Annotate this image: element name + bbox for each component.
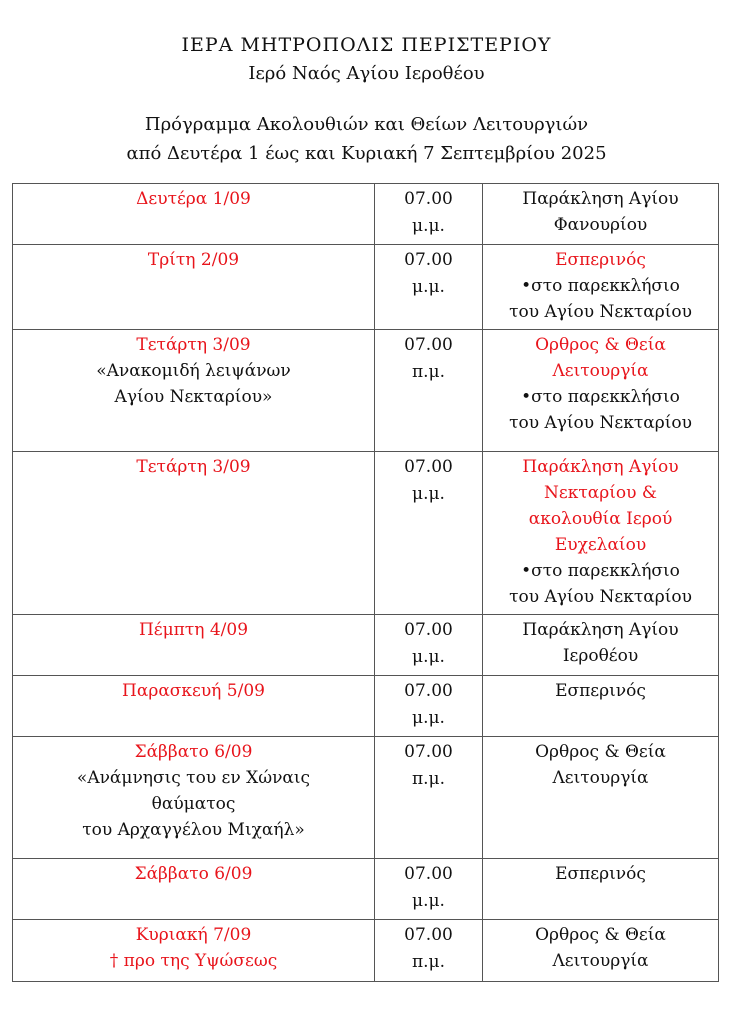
day-cell xyxy=(13,245,375,330)
service-line: του Αγίου Νεκταρίου xyxy=(509,302,692,322)
table-row xyxy=(13,452,719,615)
feast-note: «Ανάμνησις του εν Χώναις xyxy=(76,768,311,788)
time-value: 07.00 xyxy=(404,925,453,945)
service-cell xyxy=(483,184,719,245)
day-cell xyxy=(13,184,375,245)
service-line: Παράκληση Αγίου xyxy=(522,189,679,209)
service-cell xyxy=(483,330,719,452)
time-period: μ.μ. xyxy=(412,708,445,728)
time-value: 07.00 xyxy=(404,189,453,209)
time-value: 07.00 xyxy=(404,864,453,884)
time-period: μ.μ. xyxy=(412,216,445,236)
time-cell xyxy=(375,330,483,452)
time-period: π.μ. xyxy=(411,952,446,972)
service-cell xyxy=(483,615,719,676)
day-cell xyxy=(13,920,375,982)
time-cell xyxy=(375,615,483,676)
service-line: Παράκληση Αγίου xyxy=(522,620,679,640)
metropolis-title: ΙΕΡΑ ΜΗΤΡΟΠΟΛΙΣ ΠΕΡΙΣΤΕΡΙΟΥ xyxy=(181,34,552,56)
service-highlight: Ευχελαίου xyxy=(554,535,647,555)
day-cell xyxy=(13,737,375,859)
day-label: Τετάρτη 3/09 xyxy=(136,335,251,355)
service-cell xyxy=(483,859,719,920)
time-value: 07.00 xyxy=(404,681,453,701)
table-row xyxy=(13,859,719,920)
church-name: Ιερό Ναός Αγίου Ιεροθέου xyxy=(248,63,485,84)
time-period: μ.μ. xyxy=(412,891,445,911)
service-line: Ορθρος & Θεία xyxy=(535,925,666,945)
service-highlight: Παράκληση Αγίου xyxy=(522,457,679,477)
feast-note: θαύματος xyxy=(151,794,236,814)
service-highlight: Λειτουργία xyxy=(552,361,649,381)
time-cell xyxy=(375,676,483,737)
service-cell xyxy=(483,737,719,859)
time-cell xyxy=(375,920,483,982)
time-cell xyxy=(375,245,483,330)
day-cell xyxy=(13,330,375,452)
day-cell xyxy=(13,859,375,920)
day-cell xyxy=(13,615,375,676)
service-line: Εσπερινός xyxy=(555,864,646,884)
service-line: Εσπερινός xyxy=(555,681,646,701)
time-period: μ.μ. xyxy=(412,484,445,504)
schedule-table xyxy=(12,183,719,982)
time-cell xyxy=(375,452,483,615)
table-row xyxy=(13,330,719,452)
program-title: Πρόγραμμα Ακολουθιών και Θείων Λειτουργιών xyxy=(144,114,589,135)
service-line: Λειτουργία xyxy=(552,768,649,788)
date-range: από Δευτέρα 1 έως και Κυριακή 7 Σεπτεμβρίου 2025 xyxy=(126,143,607,164)
feast-note: Αγίου Νεκταρίου» xyxy=(114,387,273,407)
time-period: μ.μ. xyxy=(412,277,445,297)
feast-note-red: † προ της Υψώσεως xyxy=(109,951,278,971)
service-cell xyxy=(483,920,719,982)
time-period: π.μ. xyxy=(411,769,446,789)
time-cell xyxy=(375,737,483,859)
service-cell xyxy=(483,245,719,330)
time-cell xyxy=(375,184,483,245)
service-line: του Αγίου Νεκταρίου xyxy=(509,413,692,433)
table-row xyxy=(13,676,719,737)
service-line: Ιεροθέου xyxy=(562,646,639,666)
service-cell xyxy=(483,676,719,737)
feast-note: «Ανακομιδή λειψάνων xyxy=(96,361,291,381)
day-cell xyxy=(13,452,375,615)
service-line: •στο παρεκκλήσιο xyxy=(521,561,680,581)
table-row xyxy=(13,615,719,676)
table-row xyxy=(13,737,719,859)
day-label: Κυριακή 7/09 xyxy=(135,925,252,945)
service-cell xyxy=(483,452,719,615)
time-value: 07.00 xyxy=(404,457,453,477)
time-value: 07.00 xyxy=(404,335,453,355)
time-period: μ.μ. xyxy=(412,647,445,667)
table-row xyxy=(13,184,719,245)
time-value: 07.00 xyxy=(404,250,453,270)
feast-note: του Αρχαγγέλου Μιχαήλ» xyxy=(82,820,305,840)
service-highlight: Εσπερινός xyxy=(555,250,646,270)
day-label: Σάββατο 6/09 xyxy=(134,864,253,884)
day-label: Παρασκευή 5/09 xyxy=(122,681,265,701)
service-line: •στο παρεκκλήσιο xyxy=(521,276,680,296)
time-value: 07.00 xyxy=(404,742,453,762)
service-line: Λειτουργία xyxy=(552,951,649,971)
day-label: Σάββατο 6/09 xyxy=(134,742,253,762)
service-line: Ορθρος & Θεία xyxy=(535,742,666,762)
day-label: Πέμπτη 4/09 xyxy=(138,620,249,640)
table-row xyxy=(13,920,719,982)
day-cell xyxy=(13,676,375,737)
day-label: Τετάρτη 3/09 xyxy=(136,457,251,477)
table-row xyxy=(13,245,719,330)
service-highlight: Ορθρος & Θεία xyxy=(535,335,666,355)
service-line: του Αγίου Νεκταρίου xyxy=(509,587,692,607)
day-label: Τρίτη 2/09 xyxy=(147,250,240,270)
service-highlight: Νεκταρίου & xyxy=(544,483,657,503)
service-highlight: ακολουθία Ιερού xyxy=(528,509,673,529)
day-label: Δευτέρα 1/09 xyxy=(136,189,251,209)
time-cell xyxy=(375,859,483,920)
service-line: Φανουρίου xyxy=(553,215,648,235)
time-value: 07.00 xyxy=(404,620,453,640)
service-line: •στο παρεκκλήσιο xyxy=(521,387,680,407)
time-period: π.μ. xyxy=(411,362,446,382)
